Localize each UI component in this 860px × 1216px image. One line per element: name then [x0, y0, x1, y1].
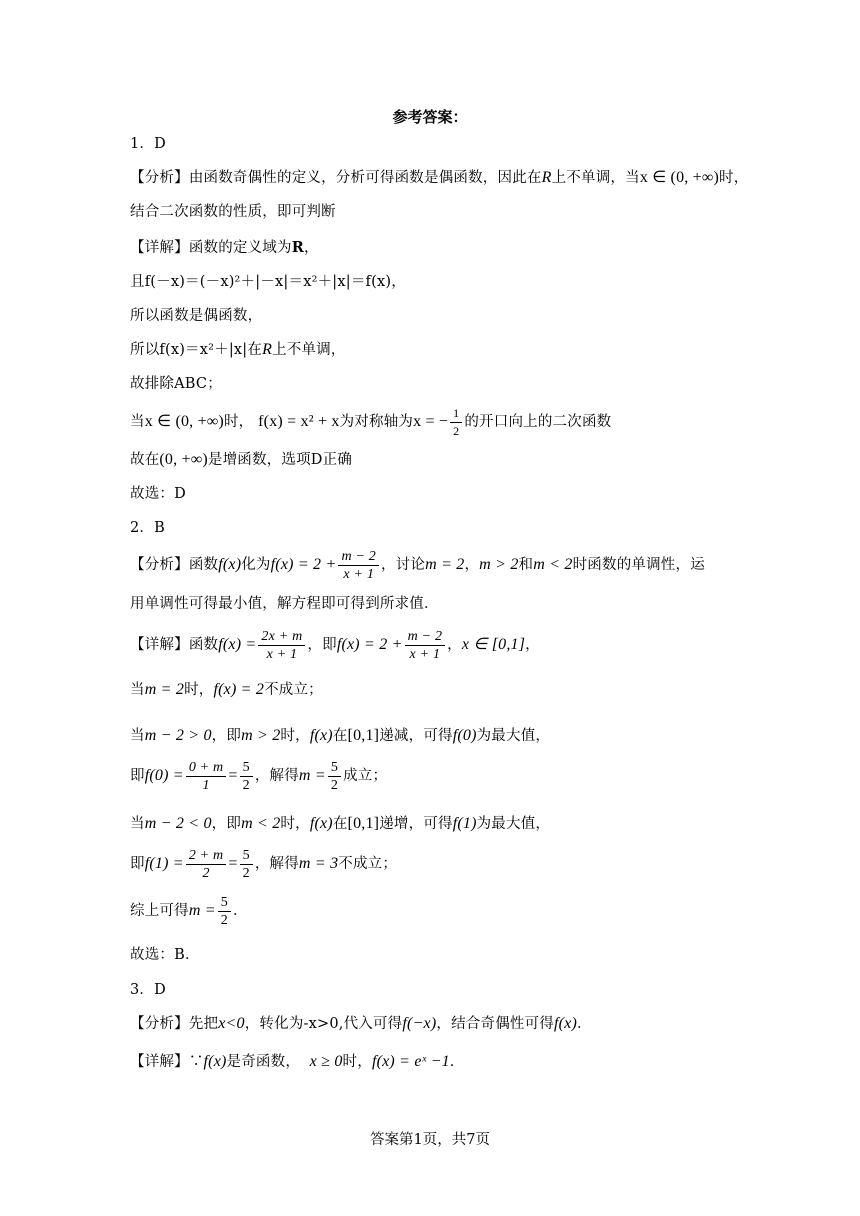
q2-analysis-line1: 【分析】函数f(x)化为f(x) = 2 + $\frac{m - 2}{x + 1}$ ，讨论m = 2，m > 2和m < 2时函数的单调性，运 [130, 548, 705, 582]
q3-detail-line1: 【详解】∵f(x)是奇函数， x ≥ 0时，f(x) = eˣ −1． [130, 1053, 465, 1070]
q1-number: 1．D [130, 136, 166, 152]
q1-analysis-line1: 【分析】由函数奇偶性的定义，分析可得函数是偶函数，因此在R上不单调，当x ∈ (0, +∞)时， [130, 169, 749, 186]
detail-tag: 【详解】 [130, 240, 189, 256]
fraction: $\frac{m - 2}{x + 1}$ [405, 628, 446, 663]
fraction: $\frac{2x + m}{x + 1}$ [258, 628, 305, 663]
q1-detail-line1: 【详解】函数的定义域为R， [130, 239, 319, 256]
q1-detail-line2: 且f(－x)＝(－x)²＋|－x|＝x²＋|x|＝f(x)， [130, 274, 406, 290]
q1-detail-line3: 所以函数是偶函数， [130, 308, 263, 324]
q2-detail-line1: 【详解】函数f(x) = $\frac{2x + m}{x + 1}$ ，即f(x) = 2 + $\frac{m - 2}{x + 1}$ ，x ∈ [0,1]， [130, 628, 540, 662]
fraction: $\frac{5}{2}$ [240, 759, 253, 794]
q1-detail-line4: 所以f(x)＝x²＋|x|在R上不单调， [130, 341, 346, 358]
fraction: $\frac{5}{2}$ [328, 759, 341, 794]
q2-detail-line4: 即f(0) = $\frac{0 + m}{1}$ = $\frac{5}{2}$ ，解得m = $\frac{5}{2}$ 成立； [130, 759, 388, 793]
fraction: $\frac{5}{2}$ [240, 847, 253, 882]
fraction: $\frac{5}{2}$ [218, 894, 231, 929]
q2-answer: 故选：B． [130, 947, 200, 963]
q2-number: 2．B [130, 520, 165, 536]
q2-detail-line7: 综上可得m = $\frac{5}{2}$ ． [130, 894, 248, 928]
q3-analysis-line1: 【分析】先把x<0，转化为-x>0,代入可得f(−x)，结合奇偶性可得f(x)． [130, 1015, 592, 1032]
analysis-tag: 【分析】 [130, 170, 189, 186]
fraction: $\frac{1}{2}$ [450, 405, 462, 440]
page-footer: 答案第1页，共7页 [370, 1132, 490, 1148]
q1-analysis-line2: 结合二次函数的性质，即可判断 [130, 204, 336, 220]
q2-detail-line6: 即f(1) = $\frac{2 + m}{2}$ = $\frac{5}{2}$ ，解得m = 3不成立； [130, 847, 398, 881]
page-title: 参考答案： [392, 108, 468, 126]
q1-detail-line6: 当x ∈ (0, +∞)时， f(x) = x² + x为对称轴为x = − $\frac{1}{2}$ 的开口向上的二次函数 [130, 405, 612, 438]
fraction: $\frac{2 + m}{2}$ [186, 847, 227, 882]
q1-detail-line7: 故在(0, +∞)是增函数，选项D正确 [130, 451, 353, 468]
q2-analysis-line2: 用单调性可得最小值，解方程即可得到所求值． [130, 596, 439, 612]
fraction: $\frac{0 + m}{1}$ [186, 759, 227, 794]
q2-detail-line5: 当m − 2 < 0，即m < 2时，f(x)在[0,1]递增，可得f(1)为最大值， [130, 815, 551, 832]
q2-detail-line2: 当m = 2时，f(x) = 2不成立； [130, 681, 323, 698]
q3-number: 3．D [130, 982, 166, 998]
q2-detail-line3: 当m − 2 > 0，即m > 2时，f(x)在[0,1]递减，可得f(0)为最大值， [130, 727, 551, 744]
q1-answer: 故选：D [130, 486, 186, 502]
fraction: $\frac{m - 2}{x + 1}$ [338, 548, 379, 583]
q1-detail-line5: 故排除ABC； [130, 376, 222, 392]
